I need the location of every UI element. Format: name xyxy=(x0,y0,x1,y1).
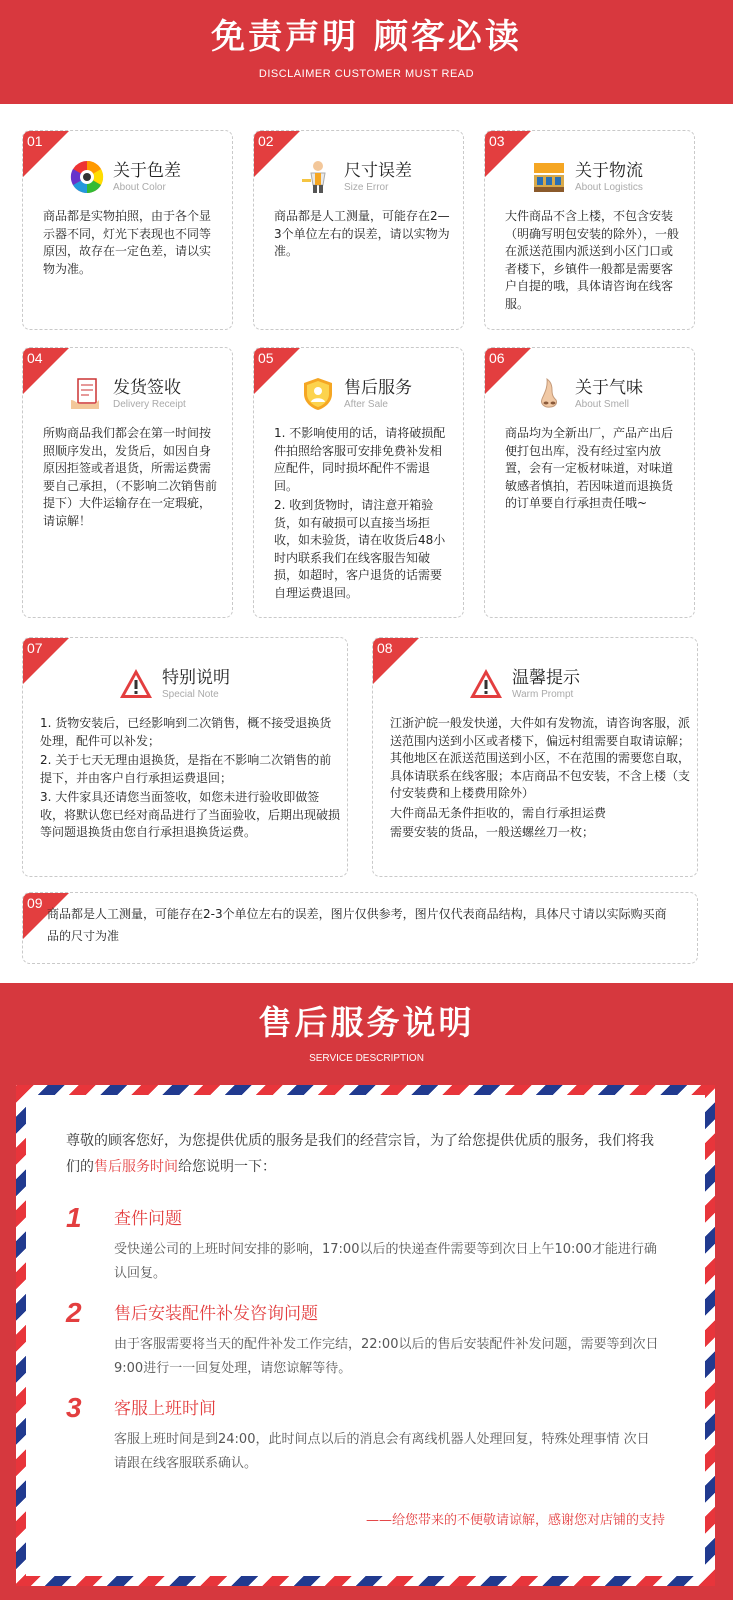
card-subtitle: Size Error xyxy=(344,181,389,193)
card-body xyxy=(43,208,221,280)
card-text-line: 2. 收到货物时，请注意开箱验货，如有破损可以直接当场拒收，如未验货，请在收货后48小时内联系我们在线客服告知破损，如超时，客户退货的话需要自理运费退回。 xyxy=(274,498,446,600)
card-subtitle: About Color xyxy=(113,181,166,193)
warning-icon xyxy=(118,666,154,702)
disclaimer-card-05 xyxy=(253,347,464,618)
card-text-line: 商品均为全新出厂，产品产出后便打包出库，没有经过室内放置，会有一定板材味道，对味道敏感者慎拍，若因味道而退换货的订单要自行承担责任哦~ xyxy=(505,426,674,510)
warning-icon xyxy=(468,666,504,702)
item-number: 2 xyxy=(66,1297,82,1328)
card-subtitle: Delivery Receipt xyxy=(113,398,186,410)
service-title: 售后服务说明 xyxy=(258,1003,475,1042)
card-heading xyxy=(69,376,186,412)
card-body xyxy=(40,715,340,844)
card-heading xyxy=(300,159,412,195)
card-title: 尺寸误差 xyxy=(344,160,412,181)
disclaimer-card-04 xyxy=(22,347,233,618)
card-number: 09 xyxy=(27,895,43,911)
service-panel xyxy=(26,1095,705,1576)
card-heading xyxy=(69,159,181,195)
item-text: 受快递公司的上班时间安排的影响，17:00以后的快递查件需要等到次日上午10:00才能进行确认回复。 xyxy=(114,1242,657,1281)
card-title: 发货签收 xyxy=(113,377,181,398)
card-body xyxy=(390,715,690,844)
service-footer-note: ——给您带来的不便敬请谅解，感谢您对店铺的支持 xyxy=(365,1513,665,1528)
card-text-line: 商品都是人工测量，可能存在2—3个单位左右的误差，请以实物为准。 xyxy=(274,209,450,258)
intro-text-end: 给您说明一下： xyxy=(178,1159,276,1175)
disclaimer-header xyxy=(0,0,733,104)
card-body xyxy=(47,903,677,949)
card-body xyxy=(505,208,683,315)
card-subtitle: About Smell xyxy=(575,398,629,410)
service-subtitle: SERVICE DESCRIPTION xyxy=(309,1053,424,1064)
disclaimer-card-07 xyxy=(22,637,348,877)
card-title: 特别说明 xyxy=(162,667,230,688)
disclaimer-subtitle: DISCLAIMER CUSTOMER MUST READ xyxy=(258,68,475,80)
card-body xyxy=(505,425,683,515)
disclaimer-title: 免责声明 顾客必读 xyxy=(211,17,522,57)
disclaimer-card-03 xyxy=(484,130,695,330)
truck-icon xyxy=(531,159,567,195)
card-text-line: 3. 大件家具还请您当面签收，如您未进行验收即做签收，将默认您已经对商品进行了当面验收，后期出现破损等问题退换货由您自行承担退换货运费。 xyxy=(40,790,341,839)
airmail-envelope-border xyxy=(16,1085,715,1586)
card-number: 07 xyxy=(27,640,43,656)
card-text-line: 江浙沪皖一般发快递，大件如有发物流，请咨询客服，派送范围内送到小区或者楼下，偏远村组需要自取请谅解；其他地区在派送范围送到小区，不在范围的需要您自取，具体请联系在线客服；本店商品不包安装，不含上楼（支付安装费和上楼费用除外） xyxy=(390,716,691,800)
nose-icon xyxy=(531,376,567,412)
card-subtitle: Special Note xyxy=(162,688,219,700)
card-subtitle: About Logistics xyxy=(575,181,643,193)
card-text-line: 大件商品不含上楼，不包含安装（明确写明包安装的除外），一般在派送范围内派送到小区门口或者楼下，乡镇件一般都是需要客户自提的哦，具体请咨询在线客服。 xyxy=(505,209,680,311)
card-body xyxy=(43,425,221,532)
item-number: 1 xyxy=(66,1202,82,1233)
card-text-line: 大件商品无条件拒收的，需自行承担运费 xyxy=(390,805,607,820)
card-subtitle: Warm Prompt xyxy=(512,688,574,700)
disclaimer-card-01 xyxy=(22,130,233,330)
card-number: 06 xyxy=(489,350,505,366)
card-heading xyxy=(531,376,643,412)
card-text-line: 所购商品我们都会在第一时间按照顺序发出，发货后，如因自身原因拒签或者退货，所需运费需要自己承担，（不影响二次销售前提下）大件运输存在一定瑕疵，请谅解！ xyxy=(43,426,218,528)
card-heading xyxy=(531,159,643,195)
card-text-line: 商品都是人工测量，可能存在2-3个单位左右的误差，图片仅供参考，图片仅代表商品结构，具体尺寸请以实际购买商品的尺寸为准 xyxy=(47,907,667,943)
service-intro xyxy=(66,1128,666,1180)
service-section xyxy=(0,983,733,1600)
item-text: 由于客服需要将当天的配件补发工作完结，22:00以后的售后安装配件补发问题，需要等到次日9:00进行一一回复处理，请您谅解等待。 xyxy=(114,1337,659,1376)
intro-highlight: 售后服务时间 xyxy=(94,1159,178,1175)
item-title: 查件问题 xyxy=(114,1209,182,1229)
card-number: 05 xyxy=(258,350,274,366)
item-number: 3 xyxy=(66,1392,82,1423)
card-body xyxy=(274,425,452,604)
card-subtitle: After Sale xyxy=(344,398,388,410)
card-title: 温馨提示 xyxy=(512,667,580,688)
person-measure-icon xyxy=(300,159,336,195)
disclaimer-card-09 xyxy=(22,892,698,964)
card-title: 关于物流 xyxy=(575,160,643,181)
card-number: 02 xyxy=(258,133,274,149)
card-title: 关于色差 xyxy=(113,160,181,181)
card-heading xyxy=(300,376,412,412)
card-heading xyxy=(468,666,580,702)
card-text-line: 2. 关于七天无理由退换货，是指在不影响二次销售的前提下，并由客户自行承担运费退回； xyxy=(40,753,332,785)
card-body xyxy=(274,208,452,263)
item-title: 客服上班时间 xyxy=(114,1399,216,1419)
card-number: 08 xyxy=(377,640,393,656)
intro-text: 尊敬的顾客您好，为您提供优质的服务是我们的经营宗旨，为了给您提供优质的服务，我们将我们的 xyxy=(66,1133,654,1175)
item-title: 售后安装配件补发咨询问题 xyxy=(114,1304,318,1324)
card-title: 关于气味 xyxy=(575,377,643,398)
shield-user-icon xyxy=(300,376,336,412)
card-number: 01 xyxy=(27,133,43,149)
card-title: 售后服务 xyxy=(344,377,412,398)
card-heading xyxy=(118,666,230,702)
disclaimer-card-08 xyxy=(372,637,698,877)
card-text-line: 需要安装的货品，一般送螺丝刀一枚； xyxy=(390,825,595,839)
card-text-line: 1. 不影响使用的话，请将破损配件拍照给客服可安排免费补发相应配件，同时损坏配件不需退回。 xyxy=(274,426,446,493)
disclaimer-card-06 xyxy=(484,347,695,618)
disclaimer-card-02 xyxy=(253,130,464,330)
card-number: 04 xyxy=(27,350,43,366)
card-text-line: 商品都是实物拍照，由于各个显示器不同，灯光下表现也不同等原因，故存在一定色差，请以实物为准。 xyxy=(43,209,212,276)
card-number: 03 xyxy=(489,133,505,149)
color-wheel-icon xyxy=(69,159,105,195)
item-text: 客服上班时间是到24:00，此时间点以后的消息会有离线机器人处理回复，特殊处理事情 次日请跟在线客服联系确认。 xyxy=(114,1432,650,1471)
card-text-line: 1. 货物安装后，已经影响到二次销售，概不接受退换货处理，配件可以补发； xyxy=(40,716,332,748)
receipt-hand-icon xyxy=(69,376,105,412)
